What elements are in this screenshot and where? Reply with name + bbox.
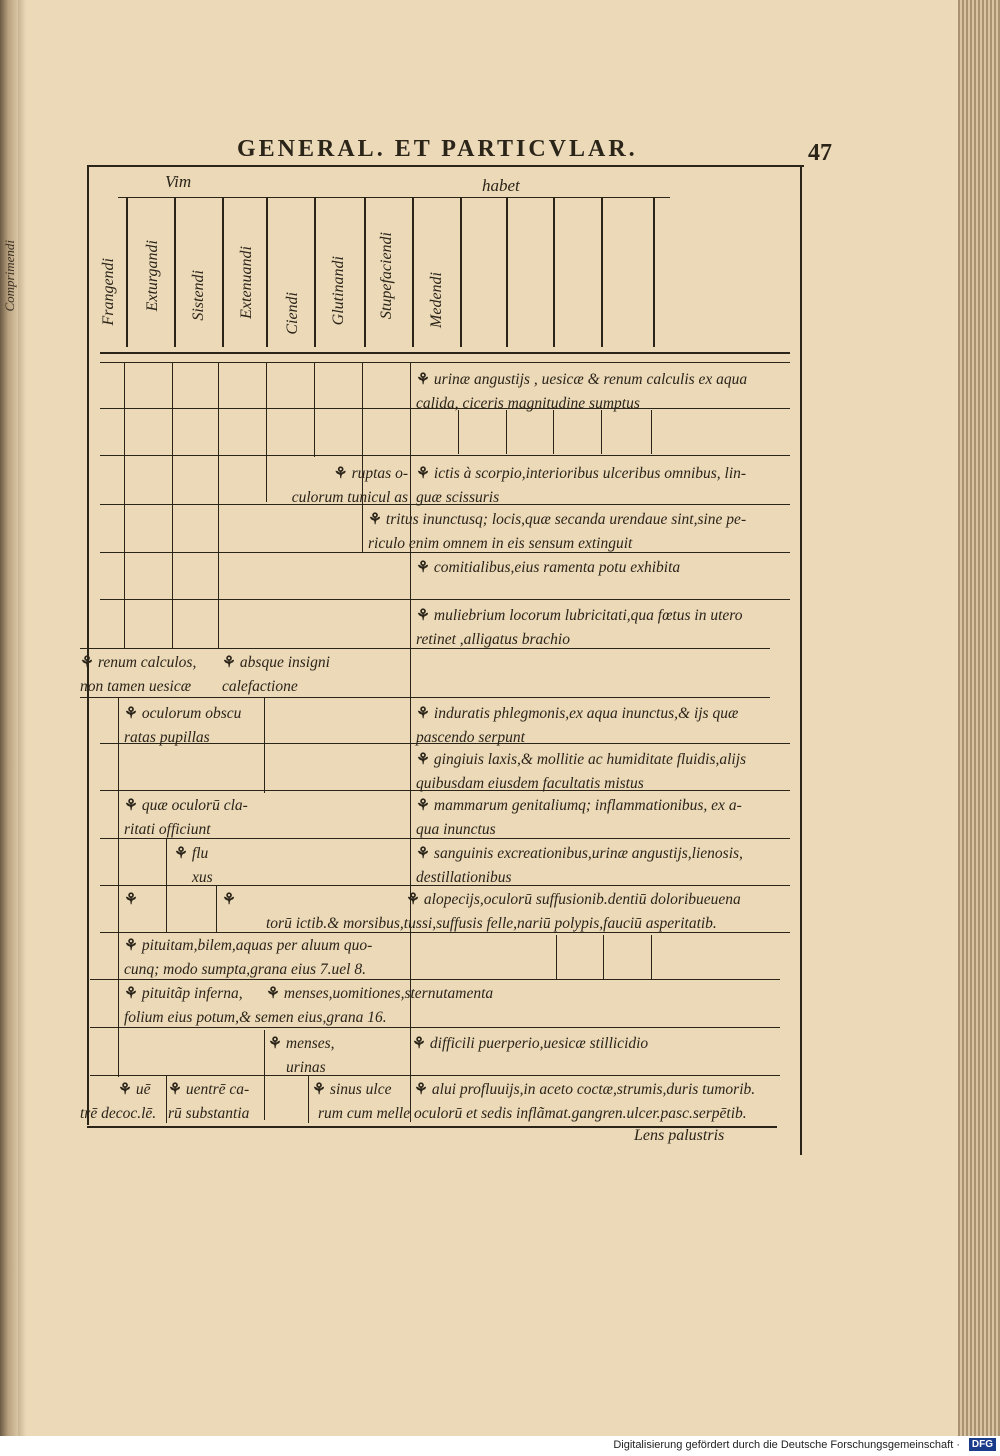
heading-divider: [460, 197, 462, 347]
entry-text: ictis à scorpio,interioribus ulceribus omnibus, lin-: [433, 465, 747, 482]
column-rule: [651, 935, 652, 979]
column-rule: [264, 1030, 265, 1120]
fleuron-icon: ⚘: [416, 705, 430, 722]
column-heading-frangendi: Frangendi: [100, 258, 117, 326]
entry-text: pascendo serpunt: [416, 729, 525, 746]
heading-divider: [364, 197, 366, 347]
entry-cell: [80, 1078, 156, 1126]
entry-text: trē decoc.lē.: [80, 1105, 157, 1122]
binding-edge: [18, 0, 24, 1436]
column-rule: [124, 362, 125, 648]
heading-divider: [412, 197, 414, 347]
table-right-rule: [800, 165, 802, 1155]
entry-cell: [222, 651, 330, 699]
fleuron-icon: ⚘: [80, 654, 94, 671]
entry-cell: [268, 462, 408, 510]
heading-divider: [314, 197, 316, 347]
column-rule: [172, 362, 173, 648]
column-rule: [308, 1075, 309, 1123]
entry-text: calefactione: [222, 678, 298, 695]
column-rule: [166, 1075, 167, 1123]
column-rule: [218, 362, 219, 648]
entry-text: sinus ulce: [329, 1081, 392, 1098]
row-rule: [100, 599, 790, 600]
column-heading-glutinandi: Glutinandi: [330, 256, 347, 326]
entry-cell: [406, 888, 741, 912]
fleuron-icon: ⚘: [416, 751, 430, 768]
book-spine: [0, 0, 18, 1436]
entry-text: riculo enim omnem in eis sensum extinguit: [368, 535, 633, 552]
fleuron-icon: ⚘: [222, 654, 236, 671]
entry-cell: [416, 748, 746, 796]
fleuron-icon: ⚘: [416, 845, 430, 862]
entry-text: qua inunctus: [416, 821, 496, 838]
column-heading-medendi: Medendi: [428, 272, 445, 328]
entry-cell: [416, 462, 746, 510]
fleuron-icon: ⚘: [333, 465, 348, 482]
fleuron-icon: ⚘: [268, 1035, 282, 1052]
entry-text: pituitam,bilem,aquas per aluum quo-: [141, 937, 373, 954]
column-rule: [266, 362, 267, 502]
entry-cell: [368, 508, 746, 556]
entry-cell: [414, 1078, 755, 1126]
entry-text: calida, ciceris magnitudine sumptus: [416, 395, 640, 412]
entry-text: renum calculos,: [97, 654, 197, 671]
entry-cell: [80, 651, 196, 699]
entry-text: uentrē ca-: [185, 1081, 250, 1098]
entry-cell: [124, 794, 248, 842]
entry-text: uē: [135, 1081, 151, 1098]
column-rule: [506, 410, 507, 454]
entry-text: quibusdam eiusdem facultatis mistus: [416, 775, 644, 792]
entry-cell: [124, 934, 372, 982]
column-heading-sistendi: Sistendi: [190, 270, 207, 321]
column-rule: [264, 697, 265, 793]
column-rule: [410, 362, 411, 1122]
entry-text: retinet ,alligatus brachio: [416, 631, 570, 648]
entry-text: non tamen uesicæ: [80, 678, 192, 695]
fleuron-icon: ⚘: [124, 891, 138, 908]
entry-cell: [124, 888, 142, 912]
entry-text: destillationibus: [416, 869, 512, 886]
fleuron-icon: ⚘: [416, 559, 430, 576]
heading-divider: [174, 197, 176, 347]
entry-cell: [174, 842, 213, 890]
fleuron-icon: ⚘: [168, 1081, 182, 1098]
entry-text: menses,: [285, 1035, 335, 1052]
entry-text: tritus inunctusq; locis,quæ secanda urendaue sint,sine pe-: [385, 511, 747, 528]
entry-text: folium eius potum,& semen eius,grana 16.: [124, 1009, 387, 1026]
heading-divider: [266, 197, 268, 347]
entry-text: induratis phlegmonis,ex aqua inunctus,& ijs quæ: [433, 705, 739, 722]
heading-divider: [222, 197, 224, 347]
fleuron-icon: ⚘: [312, 1081, 326, 1098]
column-heading-ciendi: Ciendi: [284, 292, 301, 335]
entry-text: quæ oculorū cla-: [141, 797, 248, 814]
entry-text: comitialibus,eius ramenta potu exhibita: [433, 559, 681, 576]
entry-text: ratas pupillas: [124, 729, 210, 746]
running-head: GENERAL. ET PARTICVLAR.: [237, 136, 638, 162]
entry-cell: [416, 702, 738, 750]
entry-text: alopecijs,oculorū suffusionib.dentiū doloribueuena: [423, 891, 741, 908]
row-rule: [100, 362, 790, 363]
entry-text: menses,uomitiones,sternutamenta: [283, 985, 494, 1002]
table-top-rule: [87, 165, 804, 167]
heading-divider: [601, 197, 603, 347]
column-rule: [651, 410, 652, 454]
column-rule: [458, 410, 459, 454]
fleuron-icon: ⚘: [222, 891, 236, 908]
catchword: Lens palustris: [634, 1127, 725, 1144]
fleuron-icon: ⚘: [416, 465, 430, 482]
column-heading-extenuandi: Extenuandi: [238, 246, 255, 319]
entry-text: mammarum genitaliumq; inflammationibus, ex a-: [433, 797, 742, 814]
entry-text: absque insigni: [239, 654, 330, 671]
fleuron-icon: ⚘: [124, 937, 138, 954]
column-rule: [601, 410, 602, 454]
fleuron-icon: ⚘: [124, 985, 138, 1002]
entry-text: urinæ angustijs , uesicæ & renum calculis ex aqua: [433, 371, 748, 388]
fleuron-icon: ⚘: [416, 371, 430, 388]
entry-text: xus: [192, 869, 213, 886]
entry-text: oculorum obscu: [141, 705, 242, 722]
heading-divider: [553, 197, 555, 347]
column-rule: [362, 362, 363, 552]
entry-cell: [222, 888, 240, 912]
fleuron-icon: ⚘: [124, 705, 138, 722]
entry-cell: [124, 702, 241, 750]
entry-cell: [416, 556, 680, 580]
column-rule: [553, 410, 554, 454]
entry-text: rū substantia: [168, 1105, 250, 1122]
header-habet: habet: [482, 176, 520, 195]
fleuron-icon: ⚘: [266, 985, 280, 1002]
entry-text: flu: [191, 845, 209, 862]
entry-text: ritati officiunt: [124, 821, 211, 838]
fleuron-icon: ⚘: [416, 607, 430, 624]
spine-label: Comprimendi: [2, 240, 17, 312]
column-rule: [603, 935, 604, 979]
fleuron-icon: ⚘: [406, 891, 420, 908]
table-left-rule: [87, 165, 89, 1125]
entry-cell: [416, 794, 742, 842]
entry-text: rum cum melle: [318, 1105, 411, 1122]
fleuron-icon: ⚘: [174, 845, 188, 862]
row-rule: [90, 1075, 780, 1076]
entry-text: oculorū et sedis inflãmat.gangren.ulcer.pasc.serpētib.: [414, 1105, 747, 1122]
entry-text: urinas: [286, 1059, 326, 1076]
footer-credit: Digitalisierung gefördert durch die Deutsche Forschungsgemeinschaft ·: [613, 1439, 960, 1451]
folio-number: 47: [808, 140, 832, 166]
entry-cell: [416, 604, 742, 652]
fleuron-icon: ⚘: [368, 511, 382, 528]
fleuron-icon: ⚘: [118, 1081, 132, 1098]
column-rule: [314, 362, 315, 457]
column-rule: [216, 885, 217, 933]
entry-text: sanguinis excreationibus,urinæ angustijs,lienosis,: [433, 845, 743, 862]
fleuron-icon: ⚘: [416, 797, 430, 814]
entry-cell: [312, 1078, 410, 1126]
entry-text: muliebrium locorum lubricitati,qua fœtus in utero: [433, 607, 743, 624]
entry-text: gingiuis laxis,& mollitie ac humiditate fluidis,alijs: [433, 751, 747, 768]
column-rule: [556, 935, 557, 979]
entry-text: pituitãp inferna,: [141, 985, 243, 1002]
entry-cell: [266, 982, 493, 1006]
fleuron-icon: ⚘: [414, 1081, 428, 1098]
entry-cell: [268, 1032, 335, 1080]
entry-text: difficili puerperio,uesicæ stillicidio: [429, 1035, 649, 1052]
column-heading-exturgandi: Exturgandi: [144, 240, 161, 312]
footer-bar: [0, 1436, 1000, 1456]
entry-cell: [168, 1078, 249, 1126]
heading-divider: [126, 197, 128, 347]
heading-divider: [653, 197, 655, 347]
entry-text: culorum tunicul as: [291, 489, 408, 506]
heading-divider: [506, 197, 508, 347]
heading-rule: [100, 352, 790, 354]
column-heading-stupefaciendi: Stupefaciendi: [378, 232, 395, 320]
entry-text: alui profluuijs,in aceto coctæ,strumis,duris tumorib.: [431, 1081, 756, 1098]
entry-text: torū ictib.& morsibus,tussi,suffusis felle,nariū polypis,fauciū asperitatib.: [266, 915, 717, 932]
column-rule: [118, 697, 119, 1077]
dfg-logo[interactable]: DFG: [969, 1438, 996, 1451]
header-vim: Vim: [165, 172, 192, 191]
page-edge: [958, 0, 1000, 1436]
header-rule: [118, 197, 670, 198]
entry-text: cunq; modo sumpta,grana eius 7.uel 8.: [124, 961, 366, 978]
entry-cell: [412, 1032, 648, 1056]
entry-cell: [416, 368, 747, 416]
entry-cell: [266, 912, 717, 936]
fleuron-icon: ⚘: [412, 1035, 426, 1052]
row-rule: [100, 455, 790, 456]
entry-text: ruptas o-: [351, 465, 408, 482]
entry-cell: [416, 842, 743, 890]
fleuron-icon: ⚘: [124, 797, 138, 814]
column-rule: [166, 838, 167, 933]
entry-text: guæ scissuris: [416, 489, 500, 506]
